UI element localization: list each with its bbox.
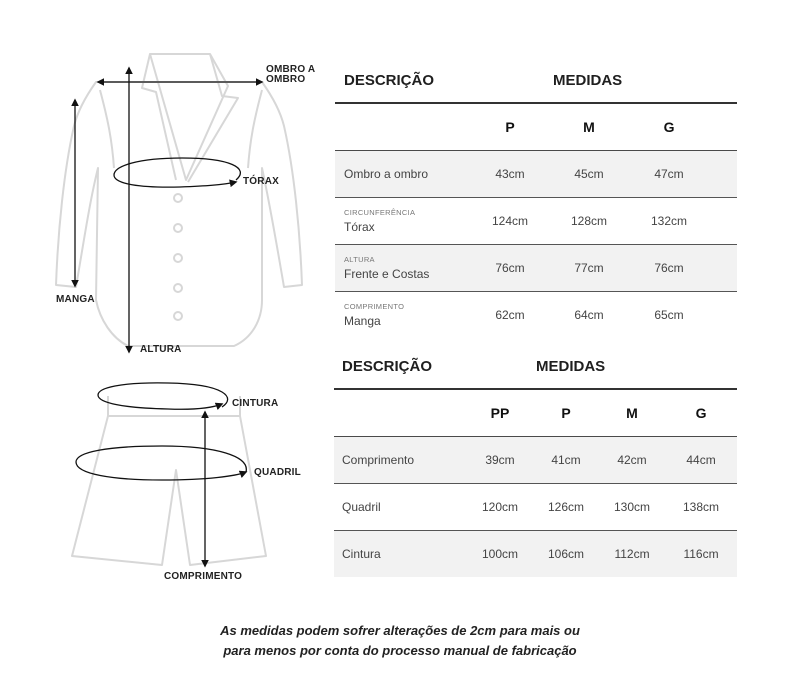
table-row (335, 150, 737, 197)
label-manga: MANGA (56, 294, 95, 305)
cell-value: 106cm (533, 530, 599, 577)
note-line-1: As medidas podem sofrer alterações de 2cm para mais ou (220, 623, 580, 638)
shirt-size-table (335, 58, 737, 338)
cell-value: 138cm (665, 483, 737, 530)
size-header: P (471, 104, 549, 150)
shirt-guides (75, 68, 262, 352)
cell-value: 76cm (629, 244, 709, 291)
cell-value: 44cm (665, 436, 737, 483)
cell-value: 130cm (599, 483, 665, 530)
table-row (334, 483, 737, 530)
row-label: Comprimento (334, 436, 467, 483)
cell-value: 116cm (665, 530, 737, 577)
label-torax: TÓRAX (243, 176, 279, 187)
cell-value: 132cm (629, 197, 709, 244)
table-row (335, 244, 737, 291)
cell-value: 100cm (467, 530, 533, 577)
cell-value: 128cm (549, 197, 629, 244)
cell-value: 65cm (654, 307, 684, 322)
row-label: Cintura (334, 530, 467, 577)
size-header: M (549, 104, 629, 150)
label-comprimento: COMPRIMENTO (164, 571, 243, 582)
row-label: Frente e Costas (344, 266, 430, 281)
cell-value: 76cm (471, 244, 549, 291)
medidas-header: MEDIDAS (536, 357, 606, 375)
size-header: M (599, 390, 665, 436)
desc-header: DESCRIÇÃO (344, 71, 435, 89)
row-label: Quadril (334, 483, 467, 530)
cell-value: 43cm (471, 150, 549, 197)
cell-value: 126cm (533, 483, 599, 530)
table-row (334, 530, 737, 577)
medidas-header: MEDIDAS (553, 71, 623, 89)
size-header: PP (467, 390, 533, 436)
cell-value: 41cm (533, 436, 599, 483)
cell-value: 120cm (467, 483, 533, 530)
shorts-size-table (334, 344, 737, 577)
garment-diagram (0, 0, 330, 600)
cell-value: 77cm (549, 244, 629, 291)
cell-value: 62cm (495, 307, 525, 322)
cell-value: 124cm (471, 197, 549, 244)
label-quadril: QUADRIL (254, 467, 301, 478)
row-sublabel: CIRCUNFERÊNCIA (344, 207, 416, 217)
cell-value: 47cm (629, 150, 709, 197)
label-altura: ALTURA (140, 344, 182, 355)
row-label: Ombro a ombro (335, 150, 471, 197)
size-header: G (629, 104, 709, 150)
cell-value: 64cm (574, 307, 604, 322)
cell-value: 112cm (599, 530, 665, 577)
label-cintura: CINTURA (232, 398, 279, 409)
label-ombro: OMBRO A OMBRO (266, 64, 316, 85)
cell-value: 42cm (599, 436, 665, 483)
cell-value: 39cm (467, 436, 533, 483)
table-row (335, 291, 737, 338)
row-sublabel: COMPRIMENTO (344, 301, 405, 311)
cell-value: 45cm (549, 150, 629, 197)
note-line-2: para menos por conta do processo manual de fabricação (223, 643, 577, 658)
row-sublabel: ALTURA (344, 254, 375, 264)
measurement-note (0, 621, 800, 661)
table-row (335, 197, 737, 244)
shorts-guides (76, 383, 246, 566)
size-header: P (533, 390, 599, 436)
table-row (334, 436, 737, 483)
desc-header: DESCRIÇÃO (342, 357, 433, 375)
size-header: G (665, 390, 737, 436)
row-label: Tórax (344, 219, 375, 234)
row-label: Manga (344, 313, 381, 328)
